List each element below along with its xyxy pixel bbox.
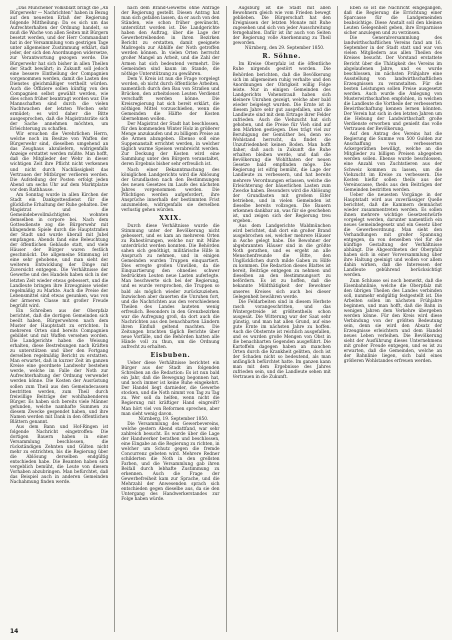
- paragraph: Ueber diese Verhältnisse berichtet ein Bürger aus der Stadt im folgenden Schreiben an die Redaction: Es ist nun bald ein Jahr, daß die Bewegung begonnen hat, und noch immer ist keine Ruhe eingekehrt. Der Handel liegt darnieder, die Gewerbe stocken, und die Noth nimmt von Tag zu Tag zu. Wer soll da helfen, wenn nicht die Regierung mit kräftiger Hand eingreift? Man hört viel von Reformen sprechen, aber man sieht wenig davon.: [121, 361, 220, 417]
- paragraph: Eben so ist die Nachricht eingegangen, daß die Regierung die Errichtung einer Sparcasse für die Landgemeinden beabsichtige. Diese Anstalt soll den kleinen Leuten Gelegenheit geben, ihre Ersparnisse sicher anzulegen und zu verzinsen.: [343, 6, 442, 37]
- text-column-1: [10, 6, 108, 632]
- paragraph: Am Sonntag wurde in allen Kirchen der Stadt ein Dankgottesdienst für die glückliche Erhaltung der Ruhe gehalten. Der Magistrat und die Gemeindebevollmächtigten wohnten demselben in corpore bei. Nach dem Gottesdienste zog die Bürgerwehr mit klingendem Spiele durch die Hauptstraßen der Stadt und wurde überall mit Jubel empfangen. Abends fand eine Beleuchtung der öffentlichen Gebäude statt, und viele Häuser der Bürger waren festlich geschmückt. Die allgemeine Stimmung ist eine sehr gehobene, und man sieht der weiteren Entwicklung der Dinge mit Zuversicht entgegen. Die Verhältnisse der Gewerbe und des Handels haben sich in der letzten Zeit wieder etwas gebessert, und die Landleute bringen ihre Erzeugnisse wieder regelmäßig zu Markte. Auch die Preise der Lebensmittel sind etwas gesunken, was von der ärmeren Classe mit großer Freude begrüßt wird.: [10, 192, 109, 309]
- section-heading: XXIX.: [159, 214, 182, 222]
- paragraph: Augsburg ist die Stadt mit allen Bewohnern gleich wie vom Frieden bewegt geblieben. Die Bürgerschaft hat den Ereignissen der letzten Monate mit Ruhe zugesehen und sich von jeder Ausschreitung ferngehalten. Dafür ist ihr auch von Seiten der Regierung volle Anerkennung zu Theil geworden.: [232, 6, 331, 47]
- paragraph: Ein Schreiben aus der Oberpfalz berichtet, daß die dortigen Gemeinden sich beeilt haben, Bürgerwehren nach dem Muster der Hauptstadt zu errichten. In mehreren Orten sind bereits Compagnien gebildet und mit Waffen versehen worden. Die Landgerichte haben die Weisung erhalten, diese Bestrebungen nach Kräften zu unterstützen und über den Fortgang derselben regelmäßig Bericht zu erstatten. Man erwartet, daß in kurzer Zeit im ganzen Kreise eine geordnete Landwehr bestehen werde, welche im Falle der Noth zur Aufrechterhaltung der Ordnung verwendet werden könne. Die Kosten der Ausrüstung sollen zum Theil aus den Gemeindecassen bestritten werden, zum Theil durch freiwillige Beiträge der wohlhabenderen Bürger. Es haben sich bereits viele Männer gefunden, welche namhafte Summen zu diesem Zwecke gespendet haben, und ihre Namen werden mit Dank in den öffentlichen Blättern genannt.: [10, 308, 109, 425]
- paragraph: Zum Schlusse sei noch bemerkt, daß die Eisenbahnlinie, welche die Oberpfalz mit den übrigen Theilen des Landes verbinden soll, nunmehr endgültig festgestellt ist. Die Arbeiten sollen im nächsten Frühjahre beginnen, und man hofft, daß die Bahn in wenigen Jahren dem Verkehre übergeben werden könne. Für den Kreis wird diese Verbindung von der größten Bedeutung sein, denn sie wird den Absatz der Erzeugnisse erleichtern und dem Handel neues Leben verleihen. Die Bevölkerung sieht der Ausführung dieses Unternehmens mit großer Freude entgegen, und es ist zu erwarten, daß die Gemeinden, welche an der Bahnlinie liegen, sich bald eines größeren Wohlstandes erfreuen werden.: [343, 278, 442, 365]
- text-column-4: [344, 6, 442, 632]
- paragraph: Der Magistrat der Stadt hat beschlossen, für den kommenden Winter Holz in größerer Menge anzukaufen und zu billigem Preise an die Armen abzugeben. Ebenso soll eine Suppenanstalt errichtet werden, in welcher täglich warme Speisen verabreicht werden. Zur Deckung der Kosten wird eine Sammlung unter den Bürgern veranstaltet, deren Ergebnis bisher sehr erfreulich ist.: [121, 122, 220, 168]
- column-rule: [226, 6, 227, 632]
- column-rule: [114, 6, 115, 632]
- paragraph: nach dem Brand-Gewerbs ohne Anfrage der Regierung gestellt. Diesen Antrag hat man sich gefallen lassen, da er auch von den Ständen, wie schon früher gewünscht, unterstützt worden ist. Die Landgerichte haben den Auftrag, über die Lage der Gewerbetreibenden in ihren Bezirken Bericht zu erstatten, damit geeignete Maßregeln zur Abhilfe der Noth getroffen werden können. In vielen Orten herrscht großer Mangel an Arbeit, und die Zahl der Armen hat sich bedeutend vermehrt. Die Gemeinden sind kaum im Stande, die nöthige Unterstützung zu gewähren.: [121, 6, 220, 77]
- paragraph: Ueber die neuesten Vorgänge in der Hauptstadt wird aus zuverlässiger Quelle berichtet, daß die Kammern demnächst wieder zusammentreten werden. Es sollen ihnen mehrere wichtige Gesetzentwürfe vorgelegt werden, darunter namentlich ein neues Gemeindegesetz und ein Gesetz über die Gewerbeordnung. Man sieht den Verhandlungen mit großer Spannung entgegen, da von denselben viel für die künftige Gestaltung der Verhältnisse abhängt. Die Abgeordneten der Oberpfalz haben sich in einer Vorversammlung über ihre Haltung geeinigt und wollen vor allem dahin wirken, daß die Interessen der Landleute gebührend berücksichtigt werden.: [343, 192, 442, 279]
- paragraph: Durch diese Verhältnisse wurde die Stimmung unter der Bevölkerung nicht gebessert, und es kam an mehreren Orten zu Ruhestörungen, welche nur mit Mühe unterdrückt werden konnten. Die Behörden sahen sich genöthigt, militärische Hilfe in Anspruch zu nehmen, und in einigen Gemeinden wurden Truppen einquartiert. Dies erregte großen Unwillen, da die Einquartierung den ohnedies schwer bedrückten Leuten neue Lasten auferlegte. Man beschwerte sich bei der Regierung, und es wurde versprochen, die Truppen so bald als möglich wieder zurückzuziehen. Inzwischen aber dauerten die Unruhen fort, und die Nachrichten aus den verschiedenen Theilen des Landes lauteten wenig erfreulich. Besonders in den Grenzbezirken war die Aufregung groß, da dort auch die Nachrichten aus den benachbarten Ländern ihren Einfluß geltend machten. Die Zeitungen brachten täglich Berichte über neue Vorfälle, und die Behörden hatten alle Hände voll zu thun, um die Ordnung aufrecht zu erhalten.: [121, 223, 220, 351]
- text-column-2: [121, 6, 219, 632]
- paragraph: Auf den Antrag des Vereins hat die Regierung die Summe von 500 Gulden zur Anschaffung von verbesserten Ackergeräthen bewilligt, welche an die Mitglieder zu billigen Preisen abgegeben werden sollen. Ebenso wurde beschlossen, eine Anzahl von Zuchtstieren aus der Schweiz kommen zu lassen, um die Viehzucht im Kreise zu verbessern. Die Kosten hiefür sollen theils aus der Vereinscasse, theils aus den Beiträgen der Gemeinden bestritten werden.: [343, 132, 442, 193]
- paragraph: Die Versammlung des Gewerbevereins, welche gestern Abend stattfand, war sehr zahlreich besucht. Es wurde über die Lage der Handwerker berathen und beschlossen, eine Eingabe an die Regierung zu richten, in welcher um Schutz gegen die fremde Concurrenz gebeten wird. Mehrere Redner schilderten die Noth in den grellsten Farben, und die Versammlung gab ihren Beifall durch lebhafte Zustimmung zu erkennen. Auch die Frage der Gewerbefreiheit kam zur Sprache, und die Mehrzahl der Anwesenden sprach sich entschieden gegen dieselbe aus, da sie den Untergang des Handwerkerstandes zur Folge haben würde.: [121, 421, 220, 503]
- paragraph: Die Feldarbeiten sind in diesem Herbste rasch vorangeschritten, und das Wintergetreide ist größtentheils schon ausgesät. Die Witterung war der Saat sehr günstig, und man hat allen Grund, auf eine gute Ernte im nächsten Jahre zu hoffen. Auch die Obsternte ist reichlich ausgefallen, und es wurden große Mengen von Obst in die benachbarten Gegenden ausgeführt. Die Kartoffeln dagegen haben an manchen Orten durch die Krankheit gelitten, doch ist der Schaden nicht so bedeutend, als man anfänglich befürchtet hatte. Im ganzen kann man mit dem Ergebnisse des Jahres zufrieden sein, und die Landleute sehen mit Vertrauen in die Zukunft.: [232, 299, 331, 381]
- paragraph: Wir ersuchen die Verehrlichen Herrn, welche noch im Besitze von Waffen der Bürgerwehr sind, dieselben umgehend an das Zeughaus abzuliefern, widrigenfalls Anzeige erstattet werden müßte. Man hofft, daß die Mitglieder der Wehr in dieser wichtigen Zeit ihre Pflicht nicht verkennen und nicht durch Nachlässigkeit das Vertrauen der Mitbürger verlieren werden. Die Aufstellung der Posten erfolgt jeden Abend um sechs Uhr auf dem Marktplatze vor dem Rathhause.: [10, 132, 109, 193]
- newspaper-page: [10, 6, 442, 632]
- paragraph: Nach einer Bekanntmachung des königlichen Landgerichts wird die Ablösung der Grundlasten nach den Bestimmungen des neuen Gesetzes im Laufe des nächsten Jahres vorgenommen werden. Die Pflichtigen werden aufgefordert, ihre Ansprüche innerhalb der bestimmten Frist anzumelden, widrigenfalls sie derselben verlustig gehen würden.: [121, 167, 220, 213]
- section-heading: Eisbuben.: [150, 352, 191, 360]
- paragraph: „Das Münchener Volksblatt bringt die „An Bürgerwehr — Nachrichten“ haben in Bezug auf den neuesten Erlaß der Regierung folgende Mittheilung: Da es sich um das Aufrechterhalten der Ordnung handelt, so muß die Wache von allen Seiten mit Bürgern besetzt werden, und der Herr Commandant hat in der Versammlung vom gestrigen Tage unter allgemeiner Zustimmung erklärt, daß jeder, der sich den Anordnungen widersetze, zur Verantwortung gezogen werde. Die Bürgerwehr hat sich bisher in allen Theilen der Stadt bewährt; in Zukunft soll jedoch eine bessere Eintheilung der Compagnien vorgenommen werden, damit die Lasten des Dienstes gleichmäßiger vertheilt würden. Auch die Offiziere sollen künftig von den Compagnien selbst gewählt werden, wie dies schon früher beantragt worden war. Die Mannschaften sind durch die vielen Nachtwachen der letzten Wochen sehr ermüdet; es wird daher die Bitte ausgesprochen, daß die Magistratsräte sich der Sache annehmen möchten, um Erleichterung zu schaffen.: [10, 6, 109, 133]
- page-number: 14: [10, 628, 19, 635]
- text-column-3: [233, 6, 331, 632]
- paragraph: Im Kreise Oberpfalz ist die öffentliche Ruhe nirgends gestört worden. Die Behörden berichten, daß die Bevölkerung sich im allgemeinen ruhig verhalte und den Anordnungen der Obrigkeit willig Folge leiste. Nur in einigen Gemeinden des Landgerichts Vohenstrauß haben sich kleinere Unruhen gezeigt, welche aber bald wieder beigelegt wurden. Die Ernte ist in diesem Jahre sehr gut ausgefallen, und die Landleute sind mit dem Ertrage ihrer Felder zufrieden. Auch die Viehzucht hat sich gehoben, und die Preise für Vieh sind auf den Märkten gestiegen. Dies trägt viel zur Beruhigung der Gemüther bei, denn wo Wohlstand herrscht, da findet die Unzufriedenheit keinen Boden. Man hofft daher, daß auch in Zukunft die Ruhe erhalten bleiben werde, und daß die Bevölkerung die Wohlthaten der neuen Gesetze bald empfinden möge. Die Regierung ist eifrig bemüht, die Lage der Landleute zu verbessern, und hat bereits mehrere Verordnungen erlassen, welche die Erleichterung der bäuerlichen Lasten zum Zwecke haben. Besonders wird die Ablösung der Grundlasten mit großem Eifer betrieben, und in vielen Gemeinden ist dieselbe bereits vollzogen. Die Bauern erkennen dankbar an, was für sie geschehen ist, und zeigen sich der Regierung treu ergeben.: [232, 62, 331, 224]
- column-rule: [337, 6, 338, 632]
- paragraph: Die Generalversammlung des landwirthschaftlichen Vereins fand am 16. September in der Stadt statt und war von vielen Mitgliedern aus allen Theilen des Kreises besucht. Der Vorstand erstattete Bericht über die Thätigkeit des Vereins im abgelaufenen Jahre, und es wurde beschlossen, im nächsten Frühjahre eine Ausstellung von landwirthschaftlichen Erzeugnissen zu veranstalten. Für die besten Leistungen sollen Preise ausgesetzt werden. Auch wurde die Anlegung von Musterwirthschaften empfohlen, in welchen die Landleute die Vortheile der verbesserten Bewirthschaftung kennen lernen könnten. Der Verein hat sich in den letzten Jahren um die Hebung der Landwirthschaft große Verdienste erworben und genießt das volle Vertrauen der Bevölkerung.: [343, 36, 442, 133]
- paragraph: Aus dem Landgerichte Waldmünchen wird berichtet, daß dort ein großer Brand ausgebrochen sei, welcher mehrere Häuser in Asche gelegt habe. Die Bewohner der abgebrannten Häuser sind in die größte Noth gerathen, und es ergeht an alle Menschenfreunde die Bitte, den Unglücklichen durch milde Gaben zu Hilfe zu kommen. Die Redaction dieses Blattes ist bereit, Beiträge entgegen zu nehmen und dieselben an den Bestimmungsort zu befördern. Es ist zu hoffen, daß die bekannte Mildthätigkeit der Bewohner unseres Kreises sich auch bei dieser Gelegenheit bewähren werde.: [232, 223, 331, 300]
- section-heading: R. Söhne.: [262, 53, 301, 61]
- dateline: Nürnberg, 19. September 1850.: [138, 416, 209, 422]
- paragraph: Aus dem Bann und Hof-Ringen ist folgende Nachricht eingetroffen: Die dortigen Bauern haben in einer Versammlung beschlossen, die rückständigen Zehnten und Gülten nicht mehr zu entrichten, bis die Regierung über die Ablösung derselben endgültig entschieden habe. Die Beamten haben sich vergeblich bemüht, die Leute von diesem Vorhaben abzubringen. Man befürchtet, daß das Beispiel auch in anderen Gemeinden Nachahmung finden werde.: [10, 424, 109, 486]
- dateline: Nürnberg, den 29. September 1850.: [244, 46, 325, 52]
- paragraph: Dem V. Kreis ist nun die Frage vorgelegt worden, ob nicht durch öffentliche Arbeiten, namentlich durch den Bau von Straßen und Brücken, den arbeitslosen Leuten Verdienst verschafft werden könne. Die Kreisregierung hat sich bereit erklärt, die nöthigen Mittel vorzuschießen, wenn die Gemeinden die Hälfte der Kosten übernehmen wollen.: [121, 76, 220, 123]
